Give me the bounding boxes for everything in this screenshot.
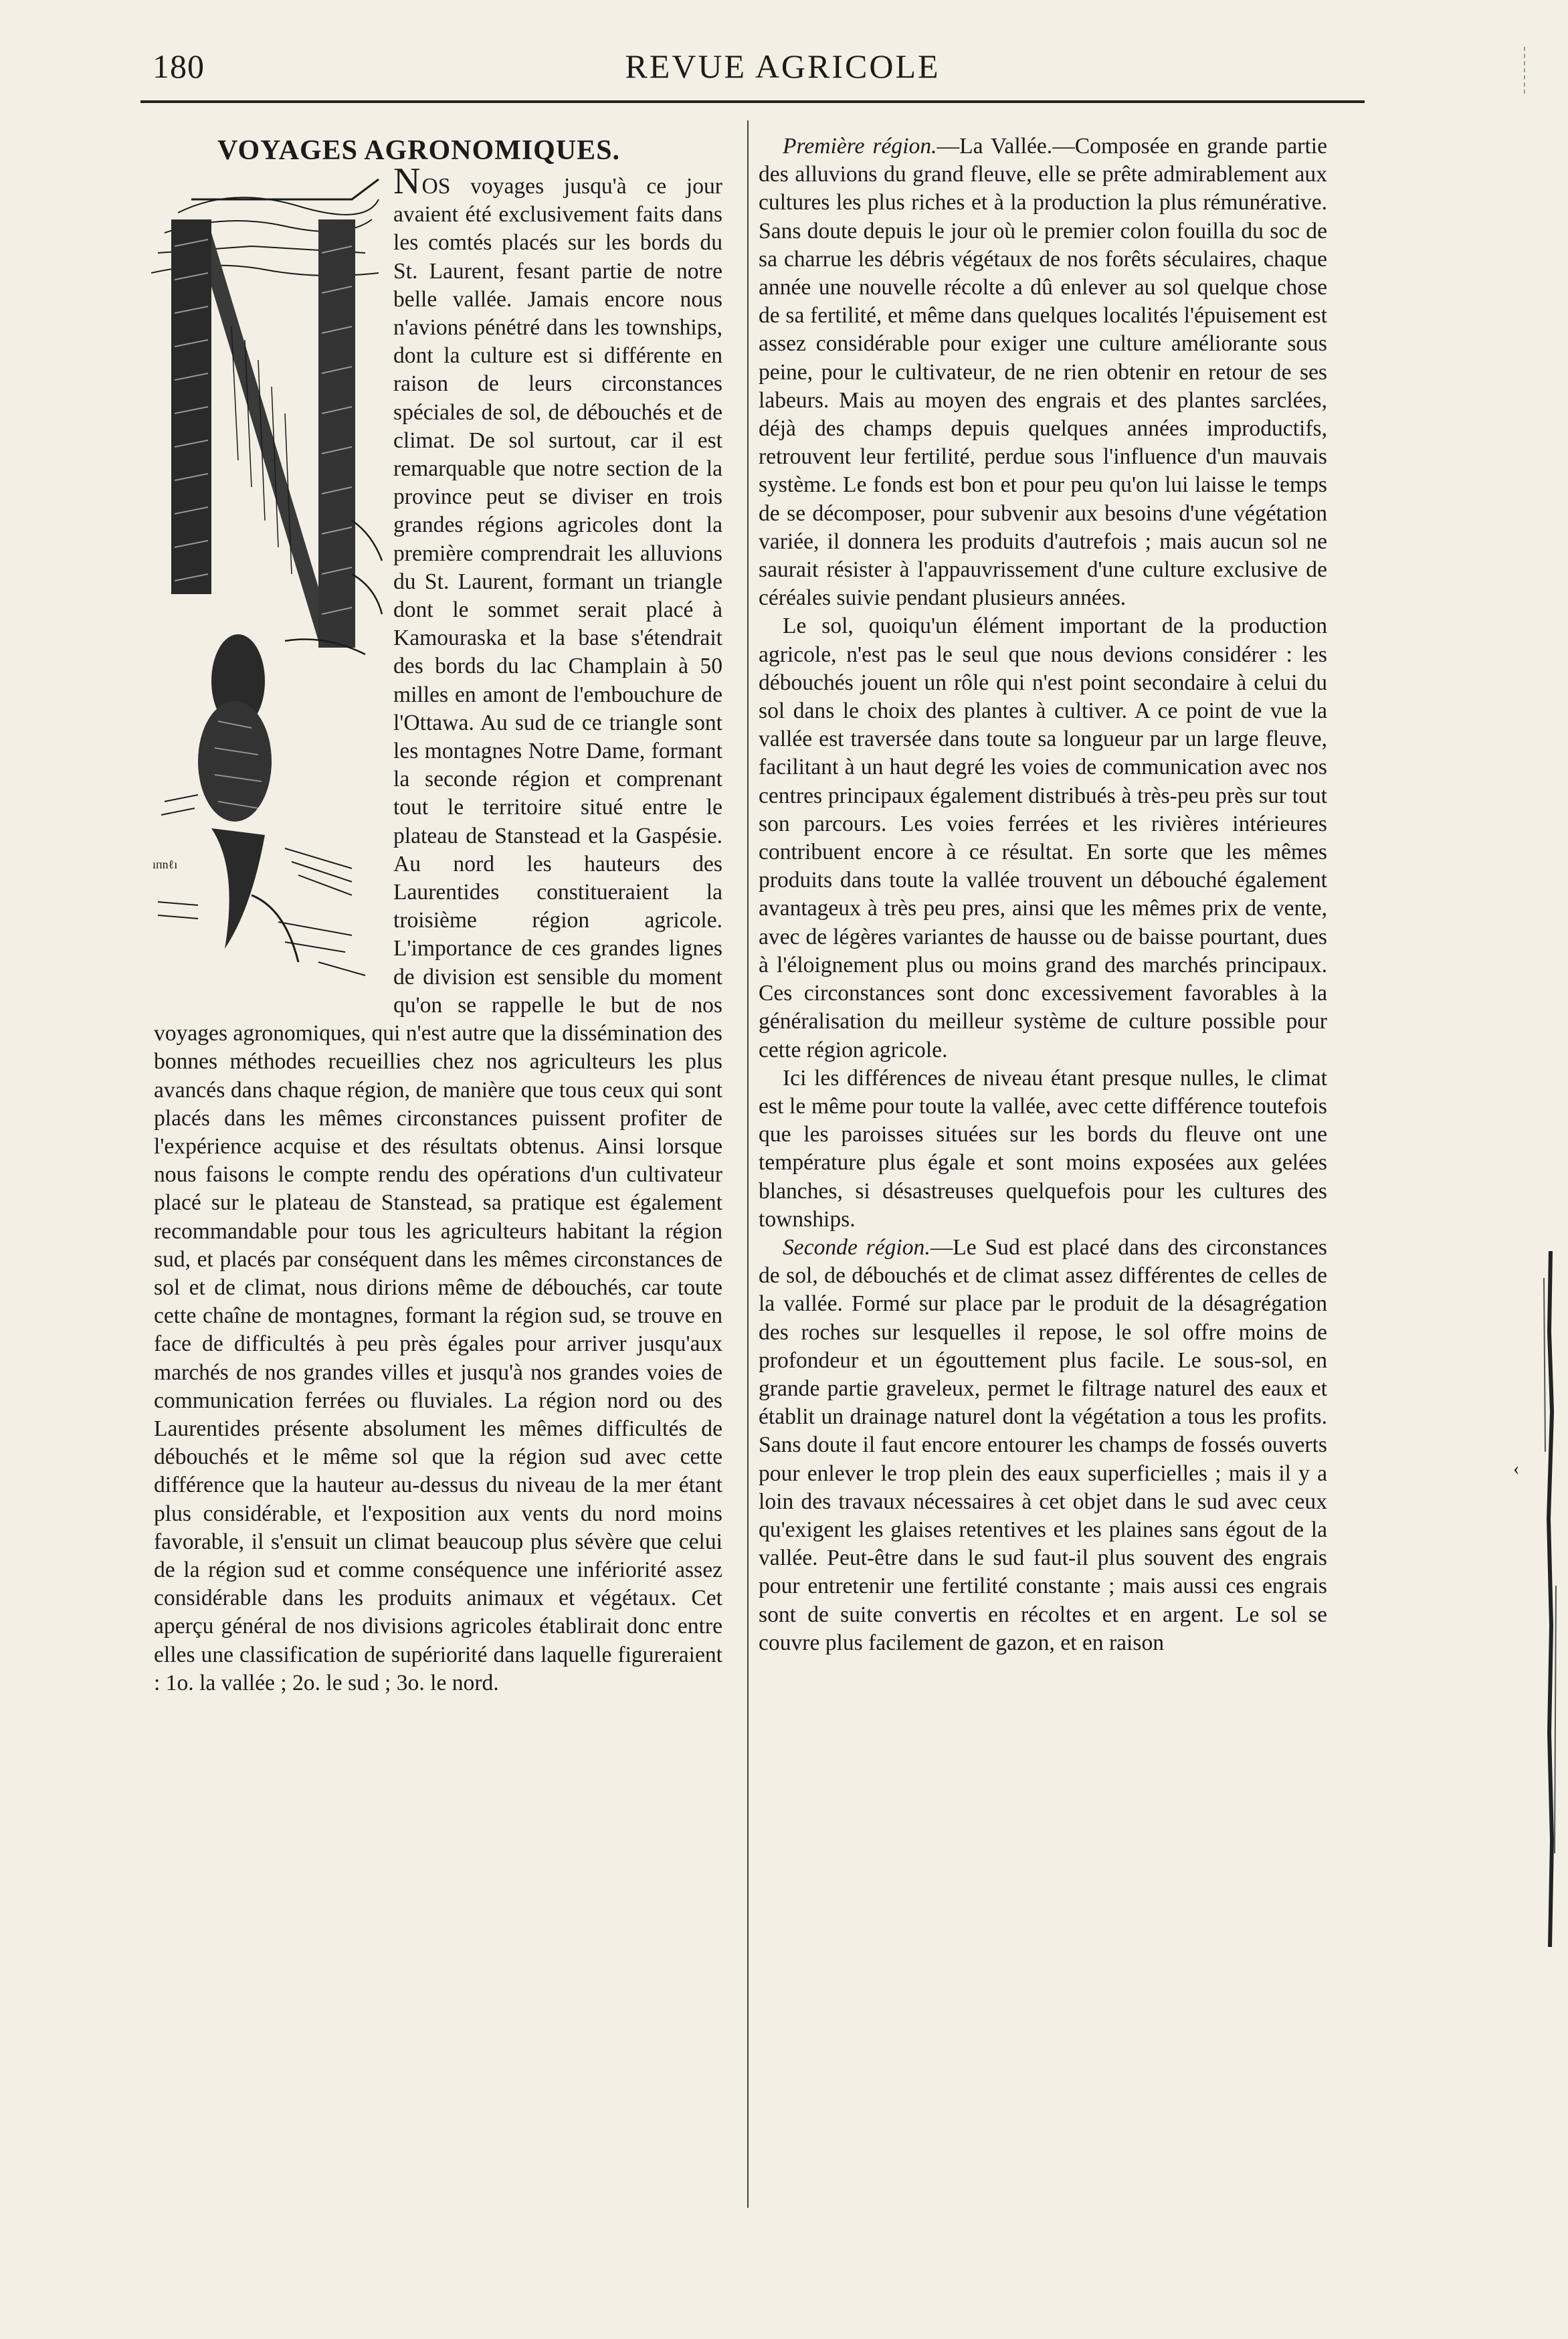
svg-text:ıᴨnℓı: ıᴨnℓı	[153, 858, 178, 871]
section-lead-second-region: Seconde région.	[783, 1234, 930, 1260]
engraving-illustration	[151, 173, 385, 997]
section-first-region	[759, 132, 1327, 612]
margin-tick: ‹	[1513, 1459, 1520, 1479]
paragraph-text-debouches: Le sol, quoiqu'un élément important de la production agricole, n'est pas le seul que nous devions considérer : les débouchés jouent un rôle qui n'est point secondaire à celui du sol dans le choix des plantes à cultiver. A ce point de vue la vallée est traversée dans toute sa longueur par un large fleuve, facilitant à un haut degré les voies de communication avec nos centres principaux également distribués à très-peu près sur tout son parcours. Les voies ferrées et les rivières intérieures contribuent encore à ce résultat. En sorte que les mêmes produits dans toute la vallée trouvent un débouché également avantageux à très peu pres, ainsi que les mêmes prix de vente, avec de légères variantes de hausse ou de baisse pourtant, dues à l'éloignement plus ou moins grand des marchés principaux. Ces circonstances sont donc excessivement favorables à la généralisation du meilleur système de culture possible pour cette région agricole.	[759, 614, 1327, 1062]
scan-edge-artefact	[1539, 1251, 1561, 1947]
margin-mark	[1524, 47, 1529, 94]
page-number: 180	[153, 48, 205, 85]
section-second-region	[759, 1234, 1327, 1657]
left-body-text: NOS voyages jusqu'à ce jour avaient été exclusivement faits dans les comtés placés sur les bords du St. Laurent, fesant partie de notre belle vallée. Jamais encore nous n'avions pénétré dans les townships, dont la culture est si différente en raison de leurs circonstances spéciales de sol, de débouchés et de climat. De sol surtout, car il est remarquable que notre section de la province peut se diviser en trois grandes régions agricoles dont la première comprendrait les alluvions du St. Laurent, formant un triangle dont le sommet serait placé à Kamouraska et la base s'étendrait des bords du lac Champlain à 50 milles en amont de l'embouchure de l'Ottawa. Au sud de ce triangle sont les montagnes Notre Dame, formant la seconde région et comprenant tout le territoire situé entre le plateau de Stanstead et la Gaspésie. Au nord les hauteurs des Laurentides constitueraient la troisième région agricole. L'importance de ces grandes lignes de division est sensible du moment qu'on se rappelle le but de nos voyages agronomiques, qui n'est autre que la dissémination des bonnes méthodes recueillies chez nos agriculteurs les plus avancés dans chaque région, de manière que tous ceux qui sont placés dans les mêmes circonstances puissent profiter de l'expérience acquise et des résultats obtenus. Ainsi lorsque nous faisons le compte rendu des opérations d'un cultivateur placé sur le plateau de Stanstead, sa pratique est également recommandable pour tous les agriculteurs habitant la région sud, et placés par conséquent dans les mêmes circonstances de sol et de climat, nous dirions même de débouchés, car toute cette chaîne de montagnes, formant la région sud, se trouve en face de difficultés à peu près égales pour arriver jusqu'aux marchés de nos grandes villes et jusqu'à nos grandes voies de communication ferrées ou fluviales. La région nord ou des Laurentides présente absolument les mêmes difficultés de débouchés et le même sol que la région sud avec cette différence que la hauteur au-dessus du niveau de la mer étant plus considérable, et l'exposition aux vents du nord moins favorable, il s'ensuit un climat beaucoup plus sévère que celui de la région sud et comme conséquence une infériorité assez considérable dans les produits animaux et végétaux. Cet aperçu général de nos divisions agricoles établirait donc entre elles une classification de supériorité dans laquelle figureraient : 1o. la vallée ; 2o. le sud ; 3o. le nord.	[154, 161, 722, 1695]
paragraph-climat	[759, 1064, 1327, 1234]
running-title: REVUE AGRICOLE	[625, 48, 941, 85]
illustrated-initial-image	[151, 173, 385, 997]
paragraph-debouches	[759, 612, 1327, 1064]
article-title: VOYAGES AGRONOMIQUES.	[217, 135, 621, 166]
right-column	[759, 132, 1327, 1657]
section-text-first-region: —La Vallée.—Composée en grande partie des alluvions du grand fleuve, elle se prête admirablement aux cultures les plus riches et à la production la plus rémunérative. Sans doute depuis le jour où le premier colon fouilla du soc de sa charrue les débris végétaux de nos forêts séculaires, chaque année une nouvelle récolte a dû enlever au sol quelque chose de sa fertilité, et même dans quelques localités l'épuisement est assez considérable pour exiger une culture améliorante sous peine, pour le cultivateur, de ne rien obtenir en retour de ses labeurs. Mais au moyen des engrais et des plantes sarclées, déjà des champs depuis quelques années improductifs, retrouvent leur fertilité, perdue sous l'influence d'un mauvais système. Le fonds est bon et pour peu qu'on lui laisse le temps de se décomposer, pour subvenir aux besoins d'une végétation variée, il donnera les produits d'autrefois ; mais aucun sol ne saurait résister à l'appauvrissement d'une culture exclusive de céréales suivie pendant plusieurs années.	[759, 134, 1328, 611]
drop-cap-letter: N	[393, 161, 421, 202]
header-rule	[140, 100, 1365, 103]
section-text-second-region: —Le Sud est placé dans des circonstances de sol, de débouchés et de climat assez différentes de celles de la vallée. Formé sur place par le produit de la désagrégation des roches sur lesquelles il repose, le sol offre moins de profondeur et un égouttement plus facile. Le sous-sol, en grande partie graveleux, permet le filtrage naturel des eaux et établit un drainage naturel dont la végétation a tous les profits. Sans doute il faut encore entourer les champs de fossés ouverts pour enlever le trop plein des eaux superficielles ; mais il y a loin des travaux nécessaires à cet objet dans le sud avec ceux qu'exigent les glaises retentives et les plaines sans égout de la vallée. Peut-être dans le sud faut-il plus souvent des engrais pour entretenir une fertilité constante ; mais aussi ces engrais sont de suite convertis en récoltes et en argent. Le sol se couvre plus facilement de gazon, et en raison	[759, 1234, 1327, 1655]
left-column	[154, 132, 722, 1697]
column-divider	[747, 120, 749, 2208]
section-lead-first-region: Première région.	[783, 134, 937, 159]
paragraph-text-climat: Ici les différences de niveau étant presque nulles, le climat est le même pour toute la vallée, avec cette différence toutefois que les paroisses situées sur les bords du fleuve ont une température plus égale et sont moins exposées aux gelées blanches, si désastreuses quelquefois pour les cultures des townships.	[759, 1065, 1327, 1232]
